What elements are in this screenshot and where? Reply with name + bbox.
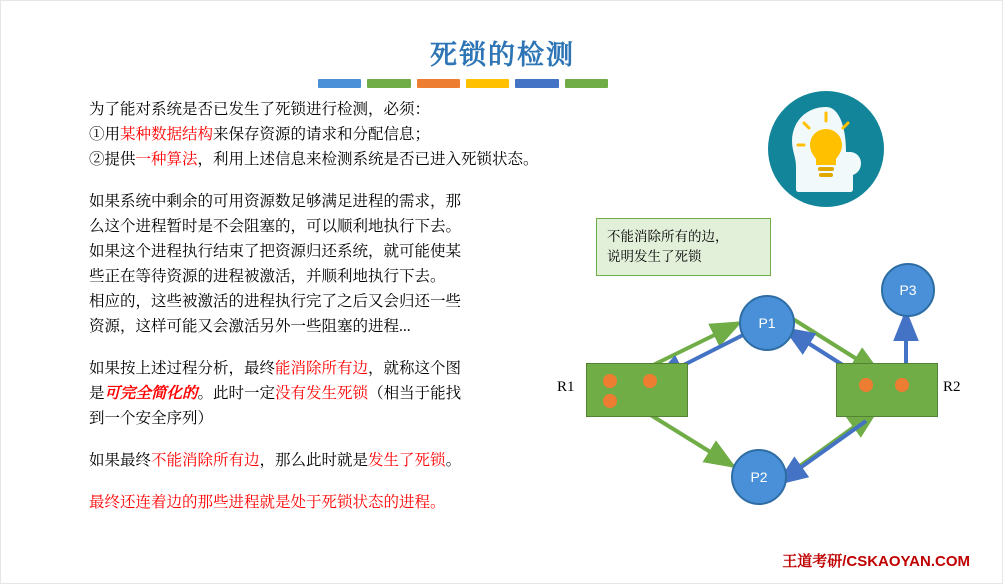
p1l2-red: 某种数据结构 <box>120 126 214 143</box>
spacer-2 <box>89 339 559 356</box>
resource-node-r2 <box>836 363 938 417</box>
paragraph-3-line-3: 到一个安全序列） <box>89 410 214 427</box>
paragraph-2-line-4: 些正在等待资源的进程被激活，并顺利地执行下去。 <box>89 268 446 285</box>
title-bar-2 <box>367 79 410 88</box>
resource-dot <box>643 374 657 388</box>
paragraph-3-line-1 <box>89 356 559 381</box>
paragraph-3-line-2 <box>89 381 559 406</box>
paragraph-2-line-1: 如果系统中剩余的可用资源数足够满足进程的需求，那 <box>89 193 462 210</box>
footer-watermark: 王道考研/CSKAOYAN.COM <box>782 553 970 570</box>
p3l2-emphasis: 可完全简化的 <box>104 385 198 402</box>
paragraph-2-line-5: 相应的，这些被激活的进程执行完了之后又会归还一些 <box>89 293 462 310</box>
p4-red-1: 不能消除所有边 <box>151 452 260 469</box>
p4-pre: 如果最终 <box>89 452 152 469</box>
title-bar-6 <box>565 79 608 88</box>
p1l3-red: 一种算法 <box>135 151 198 168</box>
p1l1-a: 为了能对系统是否已发生了死锁进行检测 <box>89 101 369 118</box>
paragraph-1-line-3 <box>89 147 559 172</box>
page-title: 死锁的检测 <box>430 40 575 70</box>
p3l2-mid: 。此时一定 <box>197 385 276 402</box>
p3l2-pre: 是 <box>89 385 105 402</box>
process-label-p2: P2 <box>750 469 768 485</box>
process-label-p3: P3 <box>899 282 917 298</box>
title-bar-4 <box>466 79 509 88</box>
paragraph-5: 最终还连着边的那些进程就是处于死锁状态的进程。 <box>89 494 446 511</box>
p3l1-pre: 如果按上述过程分析，最终 <box>89 360 276 377</box>
paragraph-1-line-2 <box>89 122 559 147</box>
paragraph-2-line-3: 如果这个进程执行结束了把资源归还系统，就可能使某 <box>89 243 462 260</box>
p3l2-red: 没有发生死锁 <box>275 385 369 402</box>
title-bar-1 <box>318 79 361 88</box>
resource-dot <box>603 394 617 408</box>
resource-dot <box>603 374 617 388</box>
paragraph-2-line-2: 么这个进程暂时是不会阻塞的，可以顺利地执行下去。 <box>89 218 462 235</box>
process-label-p1: P1 <box>758 315 776 331</box>
p3l2-post: （相当于能找 <box>368 385 462 402</box>
paragraph-1-line-1 <box>89 97 559 122</box>
process-node-p2 <box>731 449 787 505</box>
process-node-p1 <box>739 295 795 351</box>
p4-red-2: 发生了死锁 <box>368 452 446 469</box>
resource-label-r1: R1 <box>557 379 575 395</box>
title-bar-3 <box>417 79 460 88</box>
paragraph-4 <box>89 448 559 473</box>
resource-allocation-graph <box>557 91 1001 531</box>
p4-post: 。 <box>445 452 462 469</box>
p4-mid: ，那么此时就是 <box>259 452 369 469</box>
resource-dot <box>859 378 873 392</box>
p1l1-b: ，必须： <box>368 101 431 118</box>
process-node-p3 <box>881 263 935 317</box>
callout-line-1: 不能消除所有的边， <box>607 229 729 244</box>
title-decoration-bars <box>318 79 608 89</box>
callout-line-2: 说明发生了死锁 <box>607 249 702 264</box>
p1l3-pre: ②提供 <box>89 151 136 168</box>
p3l1-post: ，就称这个图 <box>368 360 462 377</box>
p3l1-red: 能消除所有边 <box>275 360 369 377</box>
resource-node-r1 <box>586 363 688 417</box>
spacer-4 <box>89 473 559 490</box>
spacer-1 <box>89 172 559 189</box>
resource-label-r2: R2 <box>943 379 961 395</box>
spacer-3 <box>89 431 559 448</box>
body-text-block <box>89 97 559 515</box>
p1l3-post: ，利用上述信息来检测系统是否已进入死锁状态。 <box>197 151 539 168</box>
paragraph-2-line-6: 资源，这样可能又会激活另外一些阻塞的进程... <box>89 318 411 335</box>
p1l2-post: 来保存资源的请求和分配信息； <box>213 126 431 143</box>
resource-dot <box>895 378 909 392</box>
title-bar-5 <box>515 79 558 88</box>
p1l2-pre: ①用 <box>89 126 121 143</box>
